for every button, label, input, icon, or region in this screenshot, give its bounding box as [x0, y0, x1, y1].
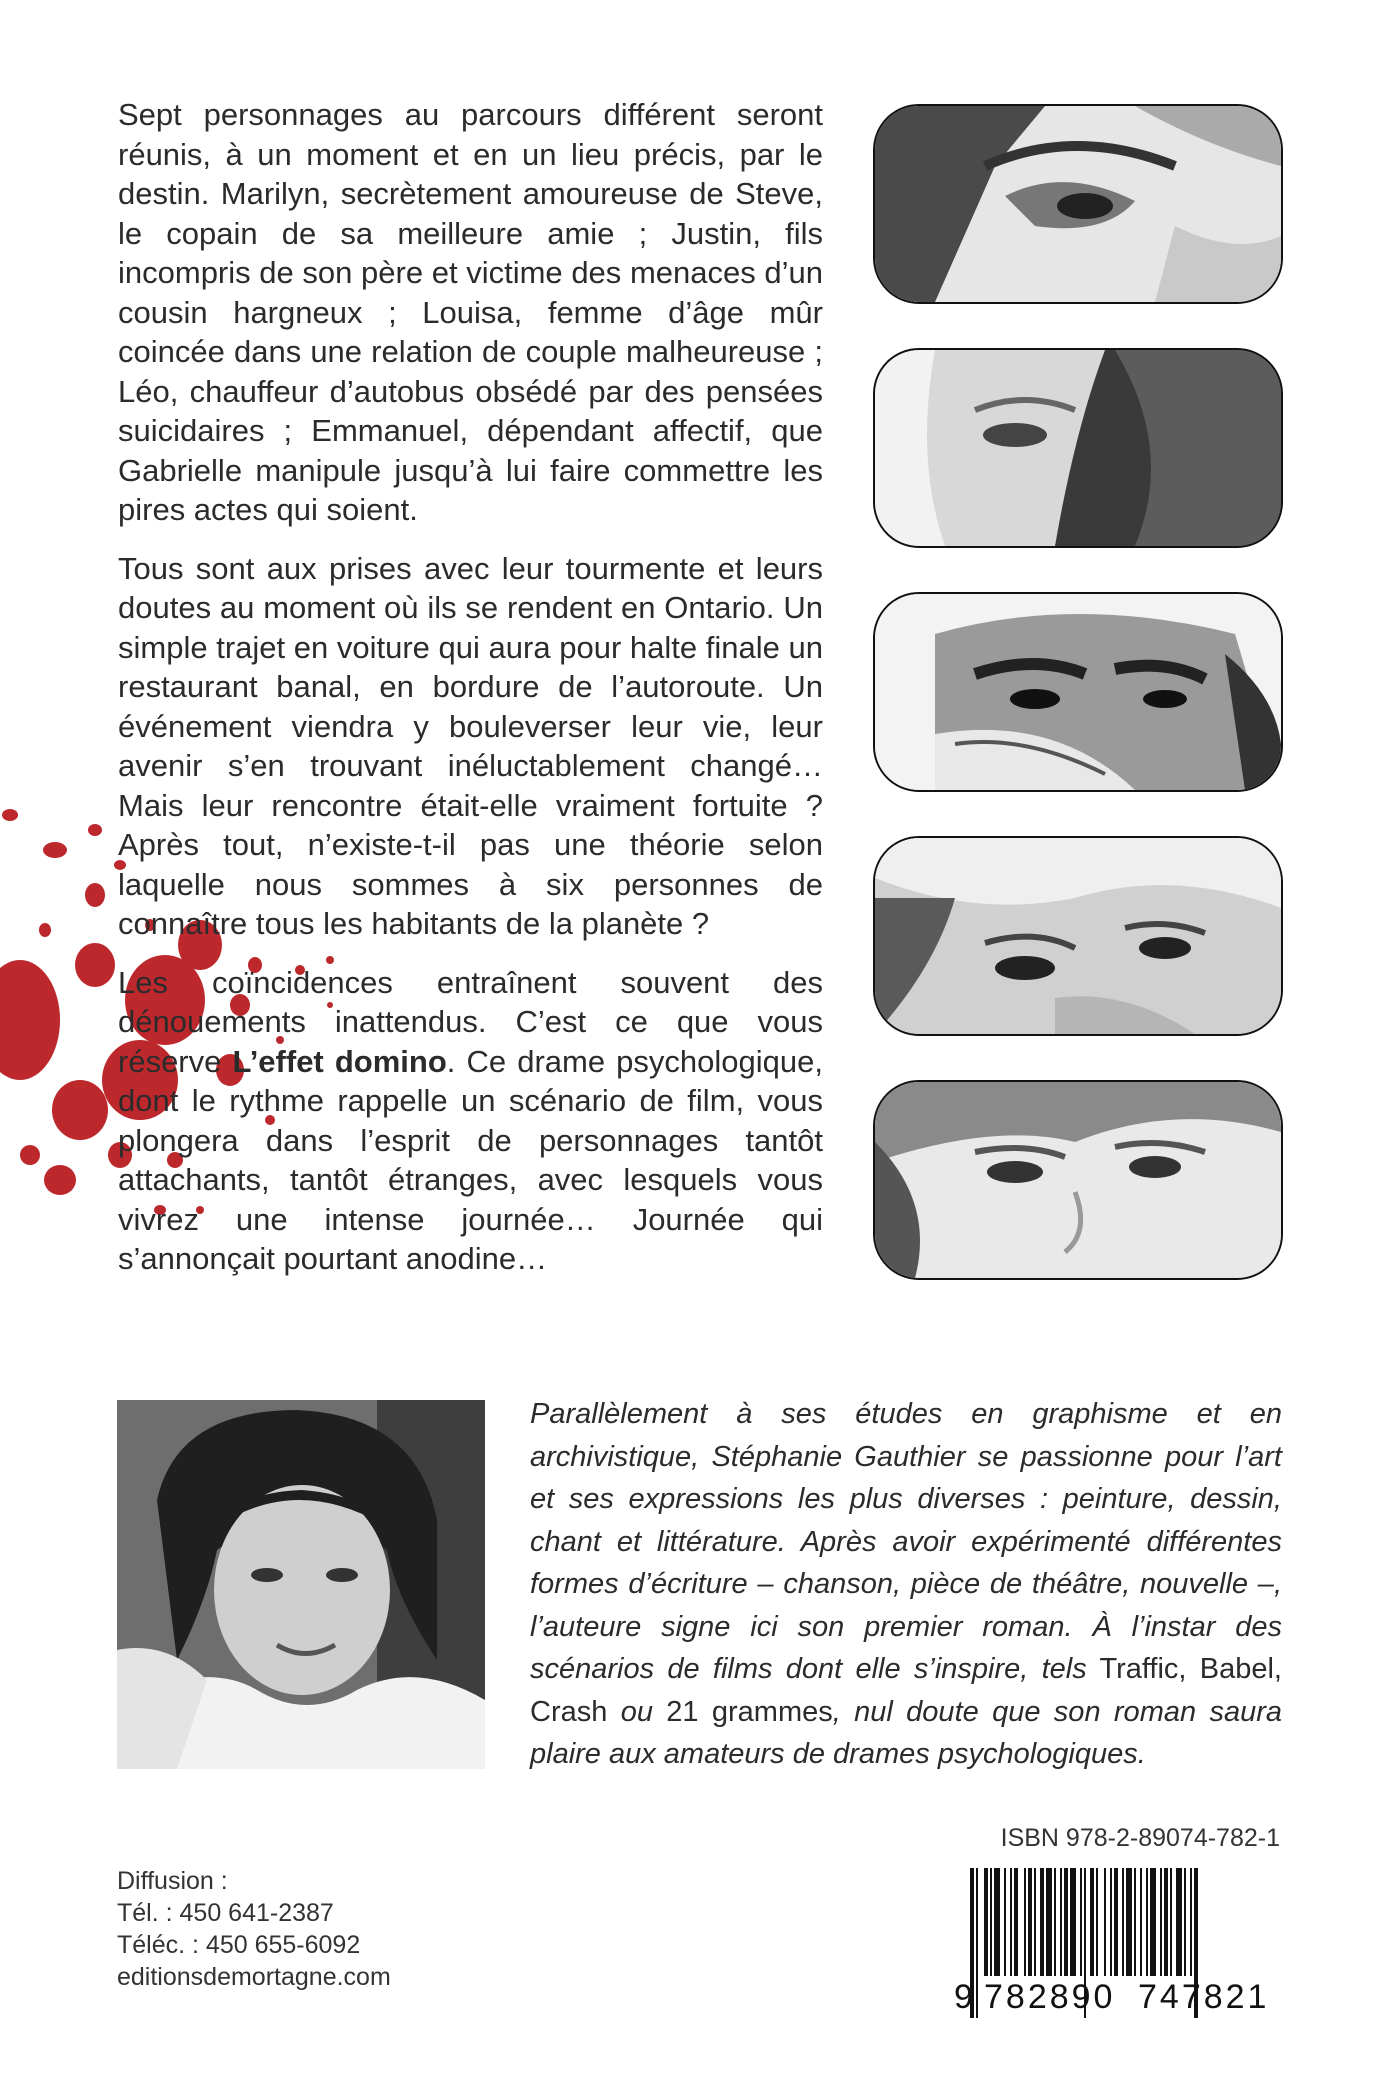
- barcode-bar: [1040, 1868, 1044, 1976]
- synopsis-p3-start: Les coïncidences entraînent souvent des dénouements inattendus. C’est ce que vous réserve: [118, 964, 823, 1079]
- face-strip-man: [873, 104, 1283, 304]
- barcode-bar: [1164, 1868, 1168, 1976]
- synopsis-p3-end: . Ce drame psychologique, dont le rythme rappelle un scénario de film, vous plongera dans l’esprit de personnages tantôt attachants, tantôt étranges, avec lesquels vous vivrez une intense journée… Journée qui s’annonçait pourtant anodine…: [118, 1043, 823, 1276]
- diffusion-tel: Tél. : 450 641-2387: [117, 1899, 334, 1927]
- author-photo: [117, 1400, 485, 1769]
- bio-film-title-21: 21 grammes: [652, 1695, 833, 1728]
- barcode-bar: [1028, 1868, 1032, 1976]
- face-strips: [873, 104, 1283, 1324]
- barcode-bar: [984, 1868, 988, 1976]
- barcode-bar: [1024, 1868, 1026, 1976]
- bio-text-2: ou: [607, 1695, 653, 1728]
- isbn: ISBN 978-2-89074-782-1: [1000, 1824, 1280, 1852]
- barcode-bar: [1134, 1868, 1136, 1976]
- barcode-bar: [1064, 1868, 1068, 1976]
- barcode-bar: [1070, 1868, 1076, 1976]
- barcode-bar: [1122, 1868, 1124, 1976]
- barcode-bar: [1046, 1868, 1052, 1976]
- bio-text-1: Parallèlement à ses études en graphisme et en archivistique, Stéphanie Gauthier se passionne pour l’art et ses expressions les plus diverses : peinture, dessin, chant et littérature. Après avoir expérimenté différentes formes d’écriture – chanson, pièce de théâtre, nouvelle –, l’auteure signe ici son premier roman. À l’instar des scénarios de films dont elle s’inspire, tels: [530, 1398, 1282, 1685]
- synopsis: [118, 95, 823, 1298]
- barcode-bar: [1004, 1868, 1006, 1976]
- face-strip-bald-man: [873, 592, 1283, 792]
- synopsis-paragraph-2: Tous sont aux prises avec leur tourmente et leurs doutes au moment où ils se rendent en Ontario. Un simple trajet en voiture qui aura pour halte finale un restaurant banal, en bordure de l’autoroute. Un événement viendra y bouleverser leur vie, leur avenir s’en trouvant inéluctablement changé… Mais leur rencontre était-elle vraiment fortuite ? Après tout, n’existe-t-il pas une théorie selon laquelle nous sommes à six personnes de connaître tous les habitants de la planète ?: [118, 550, 823, 941]
- barcode-bar: [994, 1868, 1000, 1976]
- barcode-bar: [1146, 1868, 1148, 1976]
- barcode-bar: [1060, 1868, 1062, 1976]
- barcode-first-digit: 9: [954, 1978, 976, 2016]
- barcode-bar: [1140, 1868, 1142, 1976]
- barcode-bar: [1104, 1868, 1106, 1976]
- book-title: L’effet domino: [232, 1043, 447, 1079]
- barcode-bar: [1010, 1868, 1012, 1976]
- barcode-bar: [1080, 1868, 1082, 1976]
- barcode-right-group: 747821: [1138, 1978, 1270, 2016]
- barcode-bar: [1034, 1868, 1036, 1976]
- barcode-bar: [1190, 1868, 1192, 1976]
- barcode-bar: [1114, 1868, 1118, 1976]
- diffusion-label: Diffusion :: [117, 1867, 228, 1895]
- synopsis-paragraph-3: [118, 963, 823, 1279]
- face-strip-woman-profile: [873, 348, 1283, 548]
- barcode-left-group: 782890: [984, 1978, 1116, 2016]
- diffusion-fax: Téléc. : 450 655-6092: [117, 1931, 361, 1959]
- diffusion-info: [117, 1865, 391, 1993]
- barcode-bar: [1150, 1868, 1156, 1976]
- barcode-bar: [1096, 1868, 1098, 1976]
- face-strip-young-man: [873, 1080, 1283, 1280]
- barcode-bar: [1126, 1868, 1132, 1976]
- barcode-bar: [1090, 1868, 1094, 1976]
- barcode-bar: [1110, 1868, 1112, 1976]
- barcode-bar: [1160, 1868, 1162, 1976]
- barcode-bar: [1054, 1868, 1056, 1976]
- face-strip-blonde-woman: [873, 836, 1283, 1036]
- bio-text-3: , nul doute que son roman saura plaire aux amateurs de drames psychologiques.: [530, 1695, 1282, 1770]
- barcode-bar: [1184, 1868, 1186, 1976]
- barcode-bar: [1176, 1868, 1182, 1976]
- barcode-bar: [990, 1868, 992, 1976]
- bio-film-titles: Traffic, Babel, Crash: [530, 1653, 1282, 1728]
- synopsis-paragraph-1: Sept personnages au parcours différent seront réunis, à un moment et en un lieu précis, par le destin. Marilyn, secrètement amoureuse de Steve, le copain de sa meilleure amie ; Justin, fils incompris de son père et victime des menaces d’un cousin hargneux ; Louisa, femme d’âge mûr coincée dans une relation de couple malheureuse ; Léo, chauffeur d’autobus obsédé par des pensées suicidaires ; Emmanuel, dépendant affectif, que Gabrielle manipule jusqu’à lui faire commettre les pires actes qui soient.: [118, 97, 823, 527]
- author-bio: [530, 1393, 1282, 1776]
- diffusion-website: editionsdemortagne.com: [117, 1963, 391, 1991]
- barcode-bar: [1014, 1868, 1018, 1976]
- barcode-bar: [1170, 1868, 1172, 1976]
- barcode-bar: [976, 1868, 978, 2018]
